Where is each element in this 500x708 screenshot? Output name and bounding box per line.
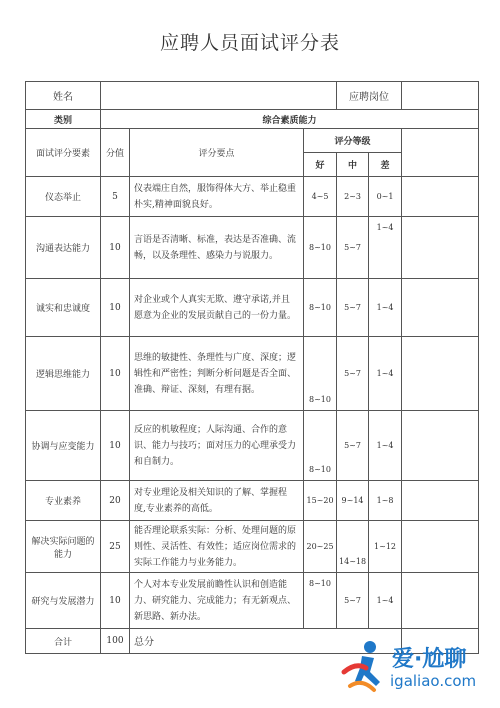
mid-score: 5~7 [337,573,369,629]
points-cell: 10 [101,573,130,629]
mid-score: 5~7 [337,411,369,481]
poor-score: 1~4 [369,337,402,411]
element-header: 面试评分要素 [26,129,101,177]
score-cell[interactable] [402,279,479,337]
points-cell: 10 [101,411,130,481]
element-cell: 沟通表达能力 [26,217,101,279]
criteria-cell: 能否理论联系实际：分析、处理问题的原则性、灵活性、有效性；适应岗位需求的实际工作能力与业务能力。 [130,521,304,573]
element-cell: 诚实和忠诚度 [26,279,101,337]
good-score: 4~5 [304,177,337,217]
criteria-header: 评分要点 [130,129,304,177]
good-score: 8~10 [304,337,337,411]
position-label: 应聘岗位 [337,82,402,110]
points-cell: 10 [101,279,130,337]
table-row [26,279,479,337]
watermark-brand: 爱·尬聊 [392,647,467,672]
category-value: 综合素质能力 [101,110,479,129]
points-cell: 10 [101,217,130,279]
mid-score: 9~14 [337,481,369,521]
total-points: 100 [101,629,130,654]
score-cell[interactable] [402,217,479,279]
poor-header: 差 [369,153,402,177]
category-row [26,110,479,129]
good-score: 8~10 [304,573,337,629]
poor-score: 1~4 [369,279,402,337]
element-cell: 解决实际问题的能力 [26,521,101,573]
score-cell[interactable] [402,177,479,217]
column-header-row [26,129,479,153]
points-cell: 20 [101,481,130,521]
table-row [26,217,479,279]
table-row [26,573,479,629]
grade-header: 评分等级 [304,129,402,153]
mid-score: 14~18 [337,521,369,573]
poor-score: 1~8 [369,481,402,521]
poor-score: 1~12 [369,521,402,573]
mid-header: 中 [337,153,369,177]
page-title: 应聘人员面试评分表 [159,32,340,54]
good-score: 8~10 [304,217,337,279]
points-cell: 10 [101,337,130,411]
poor-score: 1~4 [369,411,402,481]
points-cell: 25 [101,521,130,573]
table-row [26,177,479,217]
watermark-site: igaliao.com [390,672,477,690]
element-cell: 研究与发展潜力 [26,573,101,629]
good-score: 15~20 [304,481,337,521]
criteria-cell: 对企业或个人真实无欺、遵守承诺,并且愿意为企业的发展贡献自己的一份力量。 [130,279,304,337]
table-row [26,411,479,481]
score-cell[interactable] [402,521,479,573]
criteria-cell: 思维的敏捷性、条理性与广度、深度；逻辑性和严密性；判断分析问题是否全面、准确、辩证、深刻，有理有据。 [130,337,304,411]
table-row [26,337,479,411]
poor-score: 0~1 [369,177,402,217]
good-header: 好 [304,153,337,177]
criteria-cell: 对专业理论及相关知识的了解、掌握程度,专业素养的高低。 [130,481,304,521]
watermark [340,636,490,698]
name-label: 姓名 [26,82,101,110]
blank-header-cell [402,129,479,177]
mid-score: 5~7 [337,279,369,337]
element-cell: 仪态举止 [26,177,101,217]
good-score: 20~25 [304,521,337,573]
score-cell[interactable] [402,411,479,481]
score-cell[interactable] [402,481,479,521]
mid-score: 2~3 [337,177,369,217]
criteria-cell: 个人对本专业发展前瞻性认识和创造能力、研究能力、完成能力；有无新观点、新思路、新办法。 [130,573,304,629]
total-label: 合计 [26,629,101,654]
good-score: 8~10 [304,279,337,337]
position-field[interactable] [402,82,479,110]
mid-score: 5~7 [337,217,369,279]
running-figure-logo-icon [340,638,388,694]
element-cell: 协调与应变能力 [26,411,101,481]
header-row [26,82,479,110]
score-cell[interactable] [402,573,479,629]
total-score-label: 总分 [130,629,402,654]
category-label: 类别 [26,110,101,129]
points-cell: 5 [101,177,130,217]
points-header: 分值 [101,129,130,177]
good-score: 8~10 [304,411,337,481]
table-row [26,521,479,573]
element-cell: 专业素养 [26,481,101,521]
score-table [25,81,479,654]
mid-score: 5~7 [337,337,369,411]
table-row [26,481,479,521]
criteria-cell: 言语是否清晰、标准，表达是否准确、流畅，以及条理性、感染力与说服力。 [130,217,304,279]
score-cell[interactable] [402,337,479,411]
criteria-cell: 仪表端庄自然，服饰得体大方、举止稳重朴实,精神面貌良好。 [130,177,304,217]
name-field[interactable] [101,82,337,110]
criteria-cell: 反应的机敏程度；人际沟通、合作的意识、能力与技巧；面对压力的心理承受力和自制力。 [130,411,304,481]
poor-score: 1~4 [369,217,402,279]
poor-score: 1~4 [369,573,402,629]
element-cell: 逻辑思维能力 [26,337,101,411]
